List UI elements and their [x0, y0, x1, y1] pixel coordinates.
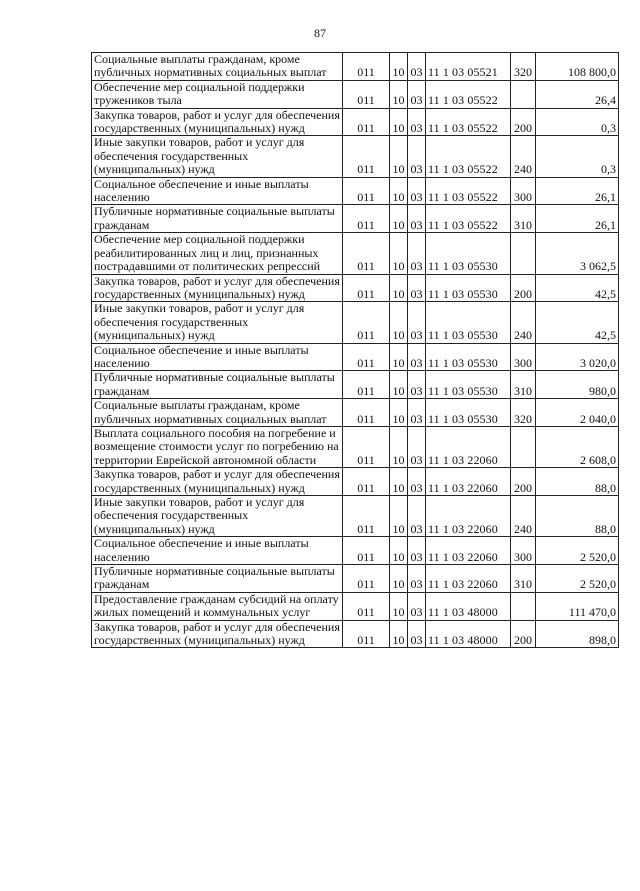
table-row	[92, 274, 619, 302]
table-row	[92, 177, 619, 205]
row-ministry-code: 011	[343, 80, 390, 108]
row-expense-type-code: 240	[511, 496, 536, 537]
row-subsection-code: 03	[408, 343, 426, 371]
row-section-code: 10	[390, 537, 408, 565]
row-section-code: 10	[390, 136, 408, 177]
table-row	[92, 108, 619, 136]
row-name: Иные закупки товаров, работ и услуг для обеспечения государственных (муниципальных) нужд	[92, 302, 343, 343]
row-amount: 2 520,0	[536, 565, 619, 593]
row-name: Выплата социального пособия на погребение и возмещение стоимости услуг по погребению на территории Еврейской автономной области	[92, 426, 343, 467]
table-row	[92, 537, 619, 565]
row-subsection-code: 03	[408, 108, 426, 136]
table-row	[92, 53, 619, 81]
row-amount: 2 520,0	[536, 537, 619, 565]
row-target-code: 11 1 03 22060	[426, 537, 511, 565]
row-amount: 26,4	[536, 80, 619, 108]
row-amount: 980,0	[536, 371, 619, 399]
row-section-code: 10	[390, 426, 408, 467]
row-ministry-code: 011	[343, 496, 390, 537]
row-expense-type-code	[511, 426, 536, 467]
row-expense-type-code: 200	[511, 108, 536, 136]
table-row	[92, 371, 619, 399]
row-name: Иные закупки товаров, работ и услуг для обеспечения государственных (муниципальных) нужд	[92, 136, 343, 177]
row-ministry-code: 011	[343, 233, 390, 274]
row-target-code: 11 1 03 22060	[426, 468, 511, 496]
row-ministry-code: 011	[343, 136, 390, 177]
row-name: Социальное обеспечение и иные выплаты населению	[92, 177, 343, 205]
row-section-code: 10	[390, 274, 408, 302]
row-subsection-code: 03	[408, 233, 426, 274]
table-row	[92, 302, 619, 343]
table-row	[92, 496, 619, 537]
row-name: Социальное обеспечение и иные выплаты населению	[92, 343, 343, 371]
row-expense-type-code: 310	[511, 205, 536, 233]
table-row	[92, 620, 619, 648]
table-row	[92, 592, 619, 620]
row-expense-type-code: 310	[511, 565, 536, 593]
row-target-code: 11 1 03 05530	[426, 274, 511, 302]
row-name: Обеспечение мер социальной поддержки тружеников тыла	[92, 80, 343, 108]
row-target-code: 11 1 03 05530	[426, 302, 511, 343]
row-name: Закупка товаров, работ и услуг для обеспечения государственных (муниципальных) нужд	[92, 468, 343, 496]
row-ministry-code: 011	[343, 205, 390, 233]
row-name: Социальное обеспечение и иные выплаты населению	[92, 537, 343, 565]
row-ministry-code: 011	[343, 177, 390, 205]
row-target-code: 11 1 03 05522	[426, 136, 511, 177]
row-name: Закупка товаров, работ и услуг для обеспечения государственных (муниципальных) нужд	[92, 274, 343, 302]
row-expense-type-code: 200	[511, 274, 536, 302]
row-name: Публичные нормативные социальные выплаты гражданам	[92, 371, 343, 399]
row-amount: 26,1	[536, 177, 619, 205]
row-target-code: 11 1 03 05530	[426, 343, 511, 371]
row-subsection-code: 03	[408, 426, 426, 467]
row-subsection-code: 03	[408, 80, 426, 108]
row-name: Социальные выплаты гражданам, кроме публичных нормативных социальных выплат	[92, 53, 343, 81]
row-target-code: 11 1 03 05530	[426, 371, 511, 399]
row-subsection-code: 03	[408, 399, 426, 427]
row-section-code: 10	[390, 371, 408, 399]
row-section-code: 10	[390, 343, 408, 371]
row-amount: 42,5	[536, 274, 619, 302]
row-ministry-code: 011	[343, 343, 390, 371]
table-row	[92, 468, 619, 496]
page-number: 87	[314, 26, 326, 40]
row-target-code: 11 1 03 05530	[426, 399, 511, 427]
row-expense-type-code	[511, 233, 536, 274]
row-subsection-code: 03	[408, 592, 426, 620]
row-name: Иные закупки товаров, работ и услуг для обеспечения государственных (муниципальных) нужд	[92, 496, 343, 537]
row-expense-type-code: 320	[511, 53, 536, 81]
row-section-code: 10	[390, 592, 408, 620]
row-expense-type-code: 300	[511, 177, 536, 205]
row-expense-type-code: 310	[511, 371, 536, 399]
table-row	[92, 343, 619, 371]
row-target-code: 11 1 03 05522	[426, 205, 511, 233]
row-amount: 898,0	[536, 620, 619, 648]
row-amount: 88,0	[536, 468, 619, 496]
row-section-code: 10	[390, 620, 408, 648]
row-name: Предоставление гражданам субсидий на оплату жилых помещений и коммунальных услуг	[92, 592, 343, 620]
row-name: Публичные нормативные социальные выплаты гражданам	[92, 565, 343, 593]
row-name: Закупка товаров, работ и услуг для обеспечения государственных (муниципальных) нужд	[92, 108, 343, 136]
row-amount: 88,0	[536, 496, 619, 537]
row-expense-type-code: 200	[511, 620, 536, 648]
row-target-code: 11 1 03 05522	[426, 108, 511, 136]
row-ministry-code: 011	[343, 592, 390, 620]
table-row	[92, 233, 619, 274]
table-row	[92, 80, 619, 108]
row-ministry-code: 011	[343, 426, 390, 467]
row-expense-type-code: 240	[511, 302, 536, 343]
row-target-code: 11 1 03 05530	[426, 233, 511, 274]
row-name: Закупка товаров, работ и услуг для обеспечения государственных (муниципальных) нужд	[92, 620, 343, 648]
row-subsection-code: 03	[408, 620, 426, 648]
row-ministry-code: 011	[343, 537, 390, 565]
table-row	[92, 565, 619, 593]
table-row	[92, 399, 619, 427]
row-subsection-code: 03	[408, 177, 426, 205]
row-target-code: 11 1 03 05521	[426, 53, 511, 81]
budget-table	[91, 52, 619, 648]
row-ministry-code: 011	[343, 274, 390, 302]
row-ministry-code: 011	[343, 468, 390, 496]
row-expense-type-code	[511, 80, 536, 108]
row-subsection-code: 03	[408, 136, 426, 177]
row-name: Обеспечение мер социальной поддержки реабилитированных лиц и лиц, признанных пострадавшими от политических репрессий	[92, 233, 343, 274]
row-ministry-code: 011	[343, 53, 390, 81]
table-row	[92, 136, 619, 177]
row-section-code: 10	[390, 233, 408, 274]
row-section-code: 10	[390, 468, 408, 496]
row-target-code: 11 1 03 05522	[426, 80, 511, 108]
row-target-code: 11 1 03 05522	[426, 177, 511, 205]
row-amount: 42,5	[536, 302, 619, 343]
row-ministry-code: 011	[343, 371, 390, 399]
row-section-code: 10	[390, 205, 408, 233]
row-name: Социальные выплаты гражданам, кроме публичных нормативных социальных выплат	[92, 399, 343, 427]
row-target-code: 11 1 03 48000	[426, 620, 511, 648]
row-section-code: 10	[390, 496, 408, 537]
row-section-code: 10	[390, 177, 408, 205]
row-subsection-code: 03	[408, 496, 426, 537]
row-subsection-code: 03	[408, 371, 426, 399]
row-section-code: 10	[390, 399, 408, 427]
row-expense-type-code: 300	[511, 343, 536, 371]
row-expense-type-code: 300	[511, 537, 536, 565]
row-subsection-code: 03	[408, 53, 426, 81]
row-amount: 3 020,0	[536, 343, 619, 371]
row-amount: 3 062,5	[536, 233, 619, 274]
row-expense-type-code: 240	[511, 136, 536, 177]
row-target-code: 11 1 03 22060	[426, 565, 511, 593]
row-amount: 26,1	[536, 205, 619, 233]
row-section-code: 10	[390, 80, 408, 108]
row-target-code: 11 1 03 22060	[426, 426, 511, 467]
row-section-code: 10	[390, 565, 408, 593]
row-amount: 0,3	[536, 136, 619, 177]
row-amount: 111 470,0	[536, 592, 619, 620]
row-amount: 2 040,0	[536, 399, 619, 427]
row-target-code: 11 1 03 48000	[426, 592, 511, 620]
row-section-code: 10	[390, 108, 408, 136]
row-ministry-code: 011	[343, 620, 390, 648]
row-subsection-code: 03	[408, 537, 426, 565]
row-ministry-code: 011	[343, 302, 390, 343]
row-amount: 2 608,0	[536, 426, 619, 467]
row-subsection-code: 03	[408, 302, 426, 343]
table-row	[92, 426, 619, 467]
row-ministry-code: 011	[343, 108, 390, 136]
row-subsection-code: 03	[408, 565, 426, 593]
row-expense-type-code: 200	[511, 468, 536, 496]
row-expense-type-code	[511, 592, 536, 620]
row-amount: 0,3	[536, 108, 619, 136]
row-expense-type-code: 320	[511, 399, 536, 427]
row-ministry-code: 011	[343, 399, 390, 427]
table-row	[92, 205, 619, 233]
row-ministry-code: 011	[343, 565, 390, 593]
budget-table-body	[92, 53, 619, 648]
row-target-code: 11 1 03 22060	[426, 496, 511, 537]
row-name: Публичные нормативные социальные выплаты гражданам	[92, 205, 343, 233]
row-subsection-code: 03	[408, 468, 426, 496]
row-subsection-code: 03	[408, 274, 426, 302]
row-section-code: 10	[390, 53, 408, 81]
row-subsection-code: 03	[408, 205, 426, 233]
row-section-code: 10	[390, 302, 408, 343]
row-amount: 108 800,0	[536, 53, 619, 81]
